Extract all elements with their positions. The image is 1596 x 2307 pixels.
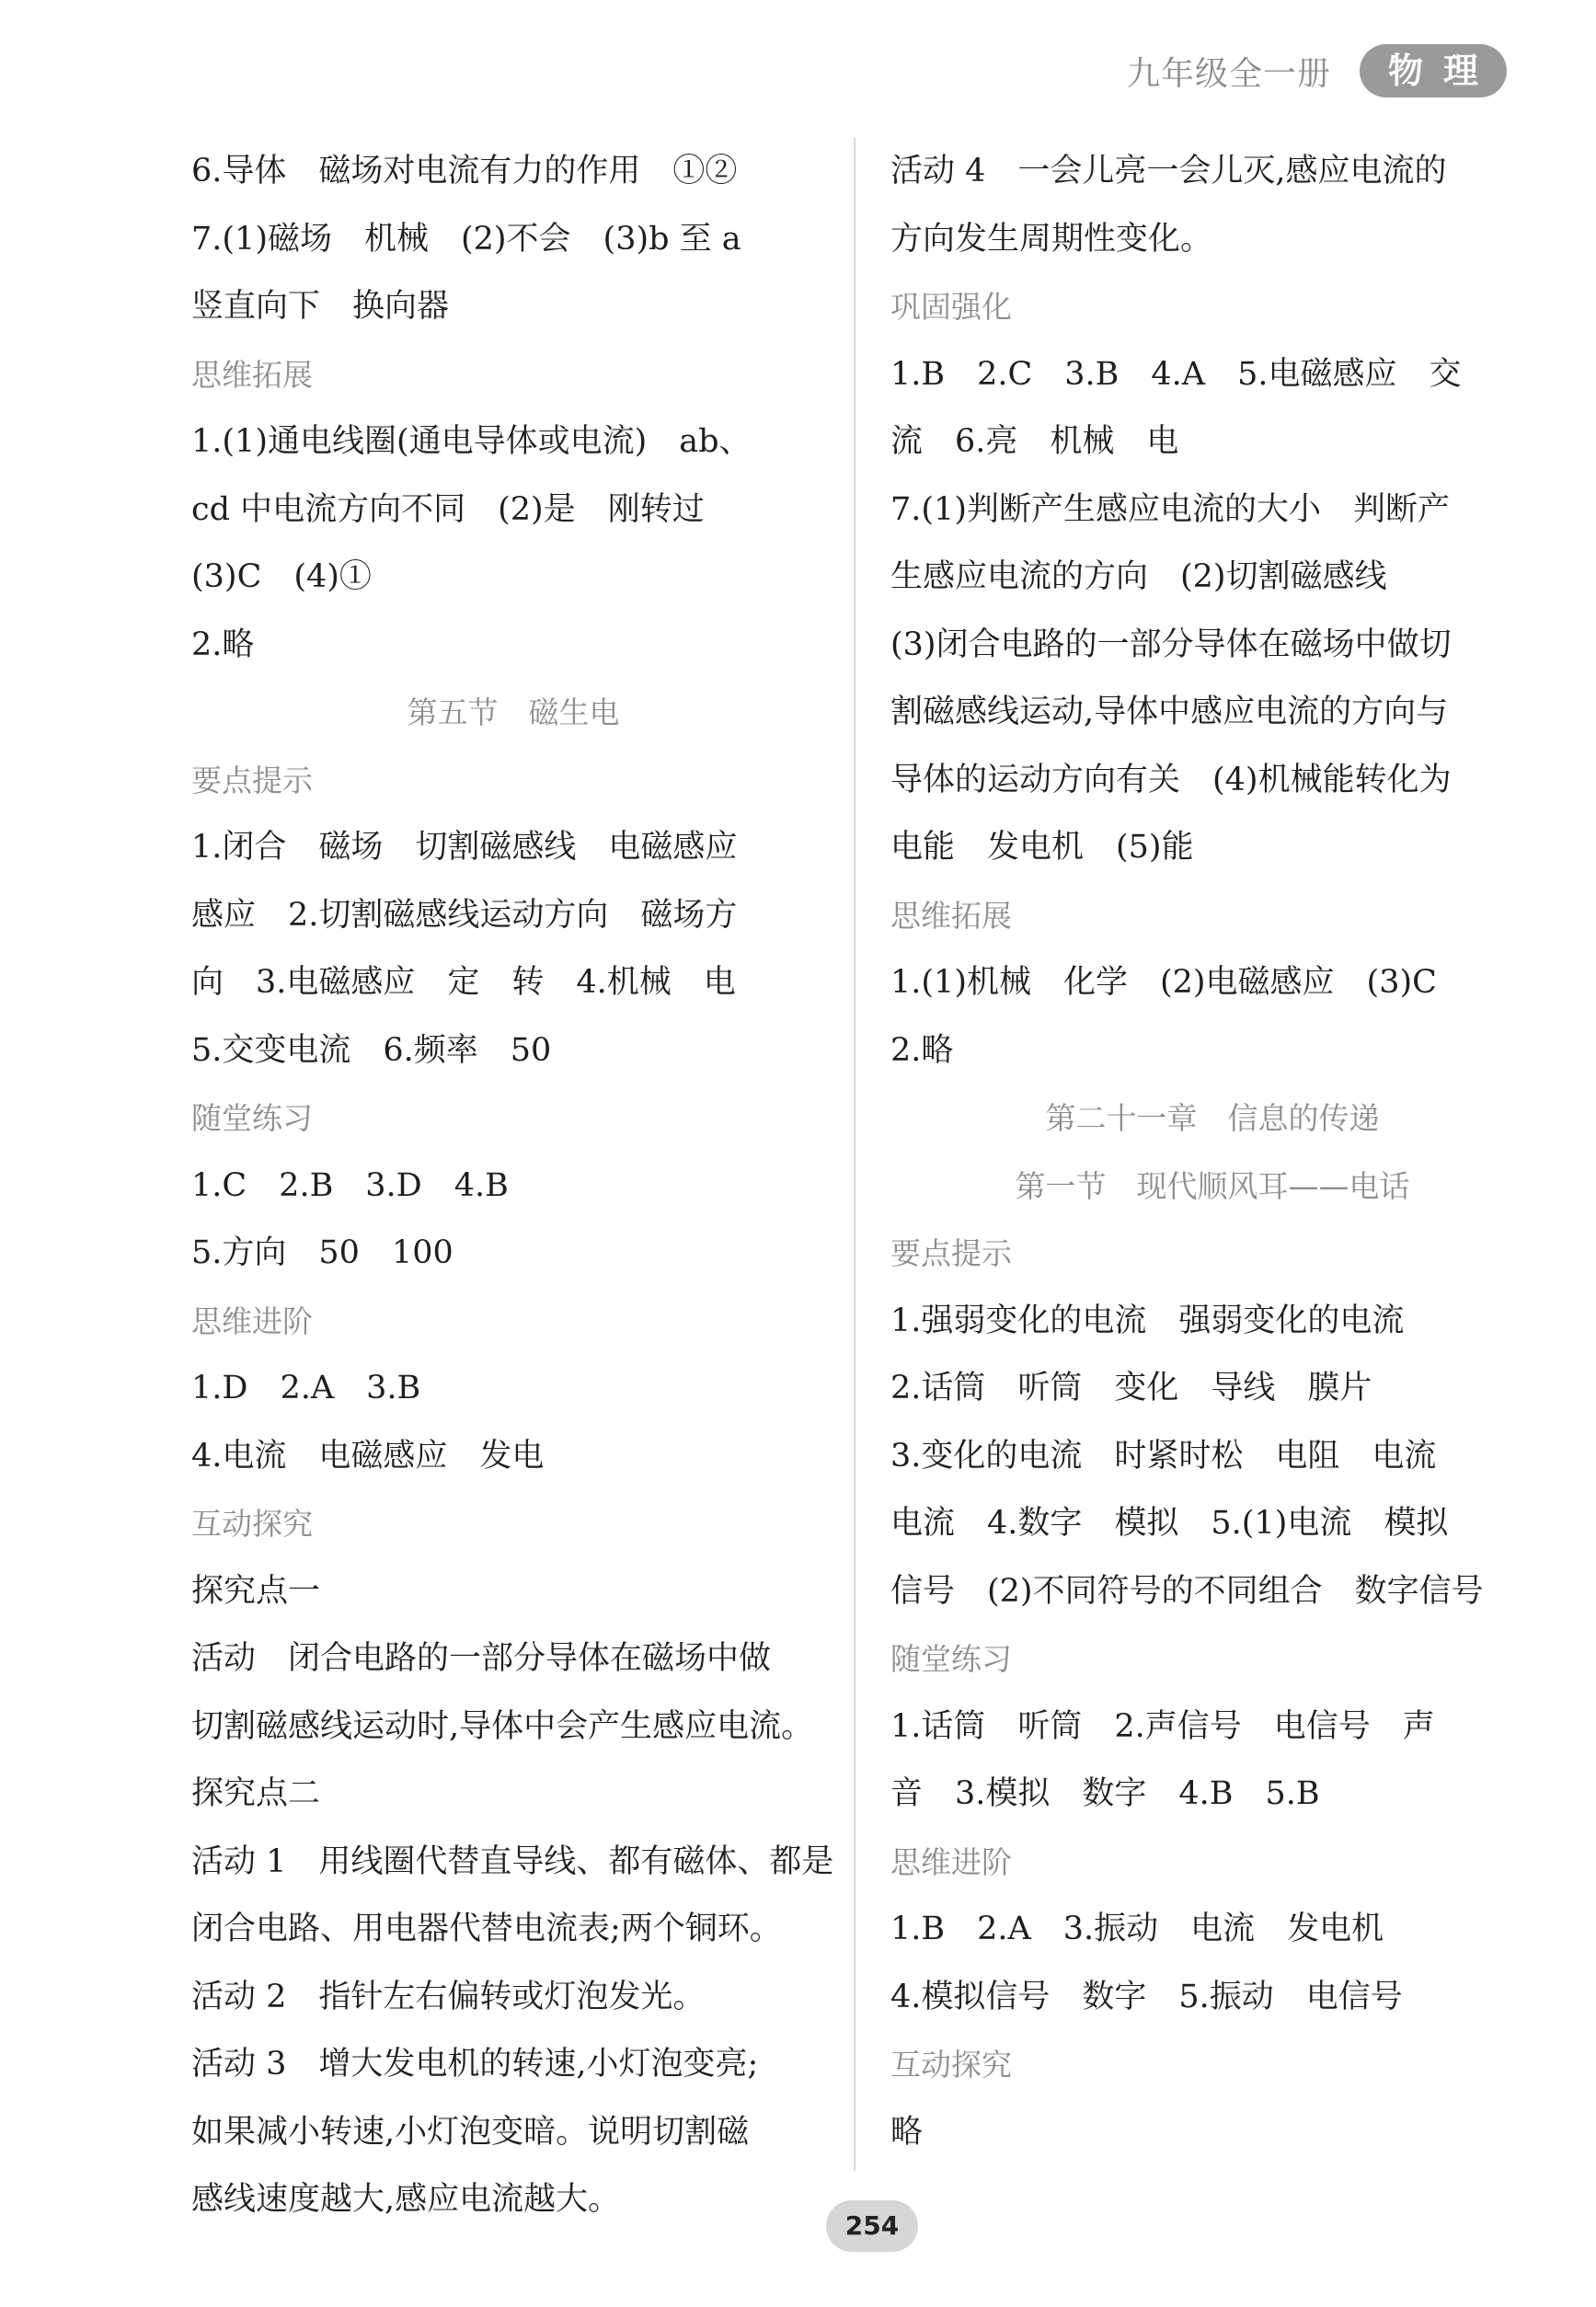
section-heading: 互动探究 (191, 1506, 313, 1542)
answer-line: 电流 4.数字 模拟 5.(1)电流 模拟 (890, 1505, 1449, 1542)
answer-line: 3.变化的电流 时紧时松 电阻 电流 (890, 1437, 1437, 1475)
answer-line: 活动 1 用线圈代替直导线、都有磁体、都是 (191, 1842, 834, 1880)
answer-line: 方向发生周期性变化。 (890, 220, 1213, 258)
answer-line: 探究点二 (191, 1775, 321, 1812)
answer-line: 活动 2 指针左右偏转或灯泡发光。 (191, 1978, 706, 2015)
chapter-title: 第一节 现代顺风耳——电话 (1015, 1167, 1410, 1204)
answer-line: 4.模拟信号 数字 5.振动 电信号 (890, 1978, 1403, 2015)
section-heading: 思维进阶 (191, 1303, 313, 1339)
answer-line: 探究点一 (191, 1572, 321, 1610)
chapter-title: 第五节 磁生电 (407, 694, 620, 730)
answer-line: 生感应电流的方向 (2)切割磁感线 (890, 558, 1387, 595)
section-heading: 思维拓展 (191, 356, 313, 393)
answer-line: 2.话筒 听筒 变化 导线 膜片 (890, 1370, 1372, 1406)
section-heading: 巩固强化 (890, 289, 1012, 325)
answer-line: 1.闭合 磁场 切割磁感线 电磁感应 (191, 829, 738, 866)
answer-line: 向 3.电磁感应 定 转 4.机械 电 (191, 964, 736, 1001)
answer-line: 感线速度越大,感应电流越大。 (191, 2181, 621, 2218)
answer-line: 活动 4 一会儿亮一会儿灭,感应电流的 (890, 153, 1447, 189)
answer-line: 5.交变电流 6.频率 50 (191, 1031, 552, 1069)
answer-line: 1.话筒 听筒 2.声信号 电信号 声 (890, 1707, 1435, 1745)
answer-line: 如果减小转速,小灯泡变暗。说明切割磁 (191, 2113, 750, 2151)
answer-line: 2.略 (890, 1031, 954, 1069)
chapter-title: 第二十一章 信息的传递 (1045, 1100, 1380, 1136)
section-heading: 思维拓展 (890, 897, 1012, 934)
answer-line: 1.C 2.B 3.D 4.B (191, 1166, 509, 1204)
left-column (191, 138, 835, 2234)
answer-line: 1.(1)通电线圈(通电导体或电流) ab、 (191, 423, 752, 460)
answer-line: 感应 2.切割磁感线运动方向 磁场方 (191, 896, 738, 934)
answer-line: 音 3.模拟 数字 4.B 5.B (890, 1775, 1320, 1812)
section-heading: 要点提示 (191, 762, 313, 798)
page-number: 254 (826, 2200, 918, 2252)
answer-line: 切割磁感线运动时,导体中会产生感应电流。 (191, 1707, 814, 1745)
section-heading: 互动探究 (890, 2047, 1012, 2083)
answer-line: 4.电流 电磁感应 发电 (191, 1437, 545, 1475)
answer-line: 竖直向下 换向器 (191, 288, 450, 325)
answer-line: 活动 3 增大发电机的转速,小灯泡变亮; (191, 2046, 759, 2083)
answer-line: 活动 闭合电路的一部分导体在磁场中做 (191, 1640, 772, 1677)
section-heading: 随堂练习 (191, 1100, 313, 1136)
answer-line: (3)闭合电路的一部分导体在磁场中做切 (890, 626, 1452, 663)
answer-line: 1.B 2.C 3.B 4.A 5.电磁感应 交 (890, 355, 1462, 393)
subject-badge: 物理 (1360, 44, 1507, 98)
answer-line: 1.D 2.A 3.B (191, 1370, 421, 1406)
answer-line: 1.B 2.A 3.振动 电流 发电机 (890, 1911, 1384, 1947)
answer-line: 导体的运动方向有关 (4)机械能转化为 (890, 761, 1452, 798)
section-heading: 随堂练习 (890, 1641, 1012, 1677)
answer-line: 7.(1)磁场 机械 (2)不会 (3)b 至 a (191, 220, 741, 258)
section-heading: 思维进阶 (890, 1843, 1012, 1880)
section-heading: 要点提示 (890, 1235, 1012, 1271)
header-grade: 九年级全一册 (1127, 55, 1332, 93)
answer-line: cd 中电流方向不同 (2)是 刚转过 (191, 490, 705, 528)
answer-line: (3)C (4)① (191, 558, 372, 595)
answer-line: 6.导体 磁场对电流有力的作用 ①② (191, 153, 738, 189)
answer-line: 流 6.亮 机械 电 (890, 423, 1179, 460)
answer-line: 割磁感线运动,导体中感应电流的方向与 (890, 694, 1449, 730)
answer-line: 1.强弱变化的电流 强弱变化的电流 (890, 1302, 1405, 1339)
answer-line: 闭合电路、用电器代替电流表;两个铜环。 (191, 1911, 782, 1947)
answer-line: 1.(1)机械 化学 (2)电磁感应 (3)C (890, 964, 1437, 1001)
answer-line: 5.方向 50 100 (191, 1234, 454, 1271)
answer-line: 信号 (2)不同符号的不同组合 数字信号 (890, 1572, 1484, 1610)
answer-line: 7.(1)判断产生感应电流的大小 判断产 (890, 490, 1450, 528)
right-column (890, 138, 1534, 2166)
answer-line: 略 (890, 2113, 924, 2151)
column-divider (854, 138, 855, 2171)
answer-line: 电能 发电机 (5)能 (890, 829, 1194, 866)
answer-line: 2.略 (191, 626, 255, 663)
